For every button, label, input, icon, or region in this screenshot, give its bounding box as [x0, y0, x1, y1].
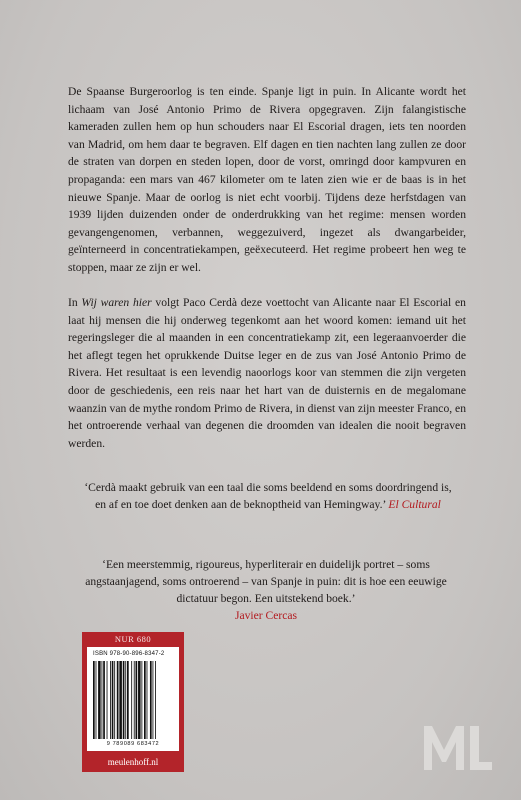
barcode-digits: 9 789089 683472: [106, 741, 160, 747]
blurb-paragraph-1: De Spaanse Burgeroorlog is ten einde. Spanje ligt in puin. In Alicante wordt het lichaam van José Antonio Primo de Rivera opgegraven. Zijn falangistische kameraden zullen hem op hun schouders naar El Escorial dragen, iets ten noorden van Madrid, om hem daar te begraven. Elf dagen en tien nachten lang zullen ze door de straten van dorpen en steden lopen, door de vorst, omringd door kampvuren en propaganda: een mars van 467 kilometer om te laten zien wie er de baas is in het nieuwe Spanje. Maar de oorlog is niet echt voorbij. Tijdens deze herfstdagen van 1939 lijden duizenden onder de onderdrukking van het regime: mensen worden gevangengenomen, verbannen, weggezuiverd, ingezet als dwangarbeider, geïnterneerd in concentratiekampen, geëxecuteerd. Het regime probeert hen weg te stoppen, maar ze zijn er wel.: [68, 85, 466, 274]
meulenhoff-m-logo-icon: [420, 720, 496, 774]
blurb-intro: In: [68, 296, 82, 309]
blurb-paragraph-2: [68, 294, 466, 452]
quote-2-source: Javier Cercas: [234, 609, 298, 622]
review-quote-1: [78, 479, 458, 513]
quote-1-source: El Cultural: [388, 498, 441, 511]
review-quote-2: [70, 556, 462, 624]
barcode-icon: [93, 661, 173, 741]
isbn-text: ISBN 978-90-896-8347-2: [93, 651, 165, 657]
barcode-label: [82, 632, 184, 772]
barcode-card: [87, 647, 179, 751]
publisher-url: meulenhoff.nl: [107, 757, 159, 767]
quote-2-text: ‘Een meerstemmig, rigoureus, hyperliterair en duidelijk portret – soms angstaanjagend, soms ontroerend – van Spanje in puin: dit is hoe een eeuwige dictatuur begon. Een uitstekend boek.’: [85, 558, 447, 605]
quote-1-text: ‘Cerdà maakt gebruik van een taal die soms beeldend en soms doordringend is, en af en toe doet denken aan de beknoptheid van Hemingway.’: [84, 481, 452, 511]
book-title: Wij waren hier: [81, 296, 152, 309]
nur-code: NUR 680: [114, 634, 152, 644]
blurb-rest: volgt Paco Cerdà deze voettocht van Alicante naar El Escorial en laat hij mensen die hij onderweg tegenkomt aan het woord komen: iemand uit het regeringsleger die al maanden in een concentratiekamp zit, een legeraanvoerder die het aflegt tegen het oprukkende Duitse leger en de zus van José Antonio Primo de Rivera. Het resultaat is een levendig naoorlogs koor van stemmen die zijn vergeten door de geschiedenis, een reis naar het hart van de duisternis en de megalomane waanzin van de mythe rondom Primo de Rivera, in dienst van zijn meester Franco, en het ontroerende verhaal van degenen die droomden van idealen die nooit begraven werden.: [68, 296, 466, 450]
